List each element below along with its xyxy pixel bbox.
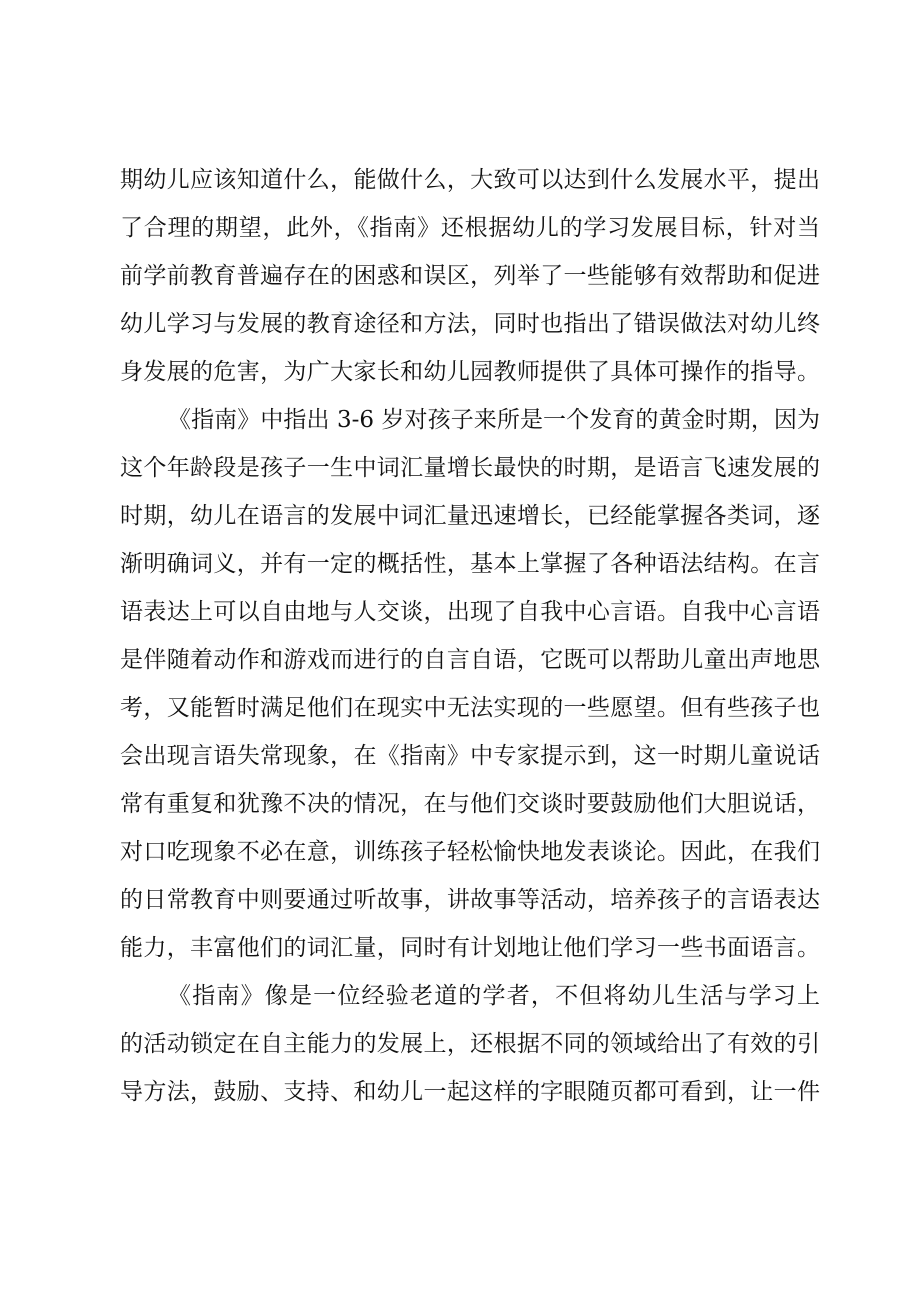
text-line: 期幼儿应该知道什么，能做什么，大致可以达到什么发展水平，提出 (120, 167, 820, 193)
text-line: 能力，丰富他们的词汇量，同时有计划地让他们学习一些书面语言。 (120, 935, 820, 961)
text-line: 语表达上可以自由地与人交谈，出现了自我中心言语。自我中心言语 (120, 599, 820, 625)
text-line: 这个年龄段是孩子一生中词汇量增长最快的时期，是语言飞速发展的 (120, 455, 820, 481)
paragraph-3 (120, 972, 820, 1116)
text-line: 渐明确词义，并有一定的概括性，基本上掌握了各种语法结构。在言 (120, 551, 820, 577)
text-line: 是伴随着动作和游戏而进行的自言自语，它既可以帮助儿童出声地思 (120, 647, 820, 673)
paragraph-1 (120, 156, 820, 396)
paragraph-2 (120, 396, 820, 972)
text-line: 的活动锁定在自主能力的发展上，还根据不同的领域给出了有效的引 (120, 1031, 820, 1057)
text-line: 对口吃现象不必在意，训练孩子轻松愉快地发表谈论。因此，在我们 (120, 839, 820, 865)
text-line: 时期，幼儿在语言的发展中词汇量迅速增长，已经能掌握各类词，逐 (120, 503, 820, 529)
text-line: 导方法，鼓励、支持、和幼儿一起这样的字眼随页都可看到，让一件 (120, 1079, 820, 1105)
text-line: 了合理的期望，此外，《指南》还根据幼儿的学习发展目标，针对当 (120, 215, 820, 241)
text-line: 常有重复和犹豫不决的情况，在与他们交谈时要鼓励他们大胆说话， (120, 791, 820, 817)
text-line: 身发展的危害，为广大家长和幼儿园教师提供了具体可操作的指导。 (120, 359, 820, 385)
text-line: 的日常教育中则要通过听故事，讲故事等活动，培养孩子的言语表达 (120, 887, 820, 913)
text-line: 《指南》中指出 3-6 岁对孩子来所是一个发育的黄金时期，因为 (168, 407, 820, 433)
text-line: 会出现言语失常现象，在《指南》中专家提示到，这一时期儿童说话 (120, 743, 820, 769)
text-line: 幼儿学习与发展的教育途径和方法，同时也指出了错误做法对幼儿终 (120, 311, 820, 337)
text-line: 考，又能暂时满足他们在现实中无法实现的一些愿望。但有些孩子也 (120, 695, 820, 721)
text-line: 《指南》像是一位经验老道的学者，不但将幼儿生活与学习上 (168, 983, 820, 1009)
body-text (120, 156, 820, 1116)
text-line: 前学前教育普遍存在的困惑和误区，列举了一些能够有效帮助和促进 (120, 263, 820, 289)
